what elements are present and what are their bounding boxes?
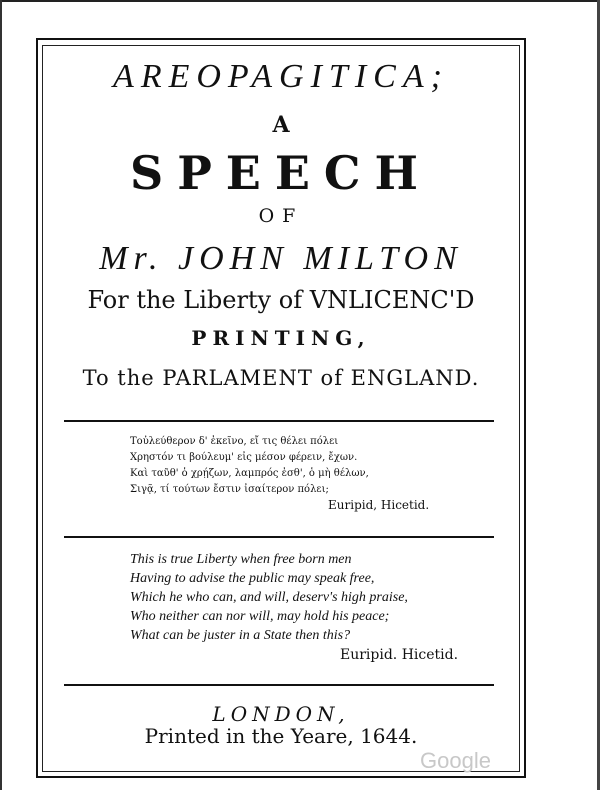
divider-rule (64, 536, 494, 538)
scan-edge-left (0, 0, 2, 790)
greek-epigraph-line: Σιγᾷ, τί τούτων ἔστιν ἰσαίτερον πόλει; (130, 484, 329, 495)
author-name: Mr. JOHN MILTON (99, 240, 463, 277)
title-speech: SPEECH (129, 146, 432, 200)
title-article: A (272, 112, 290, 138)
english-epigraph-line: This is true Liberty when free born men (130, 552, 352, 567)
subtitle-liberty: For the Liberty of VNLICENC'D (87, 286, 475, 314)
scan-edge-top (0, 0, 600, 2)
english-epigraph (130, 550, 470, 645)
english-epigraph-line: Having to advise the public may speak free, (130, 571, 375, 586)
greek-epigraph-line: Καὶ ταῦθ' ὁ χρῄζων, λαμπρός ἐσθ', ὁ μὴ θέλων, (130, 468, 369, 479)
english-epigraph-line: Which he who can, and will, deserv's high praise, (130, 590, 408, 605)
greek-epigraph-line: Τοὐλεύθερον δ' ἐκεῖνο, εἴ τις θέλει πόλει (130, 436, 339, 447)
book-title: AREOPAGITICA; (113, 58, 449, 95)
greek-epigraph (130, 434, 460, 498)
divider-rule (64, 684, 494, 686)
subtitle-printing: PRINTING, (191, 326, 371, 350)
title-of: OF (258, 205, 304, 227)
imprint-date: Printed in the Yeare, 1644. (144, 724, 418, 748)
english-citation: Euripid. Hicetid. (340, 647, 459, 663)
english-epigraph-line: Who neither can nor will, may hold his peace; (130, 609, 390, 624)
greek-citation: Euripid, Hicetid. (328, 498, 430, 512)
dedication-line: To the PARLAMENT of ENGLAND. (82, 366, 480, 390)
google-watermark: Google (420, 748, 491, 773)
divider-rule (64, 420, 494, 422)
english-epigraph-line: What can be juster in a State then this? (130, 628, 351, 643)
greek-epigraph-line: Χρηστόν τι βούλευμ' εἰς μέσον φέρειν, ἔχων. (130, 452, 358, 463)
imprint-place: LONDON, (212, 702, 350, 726)
